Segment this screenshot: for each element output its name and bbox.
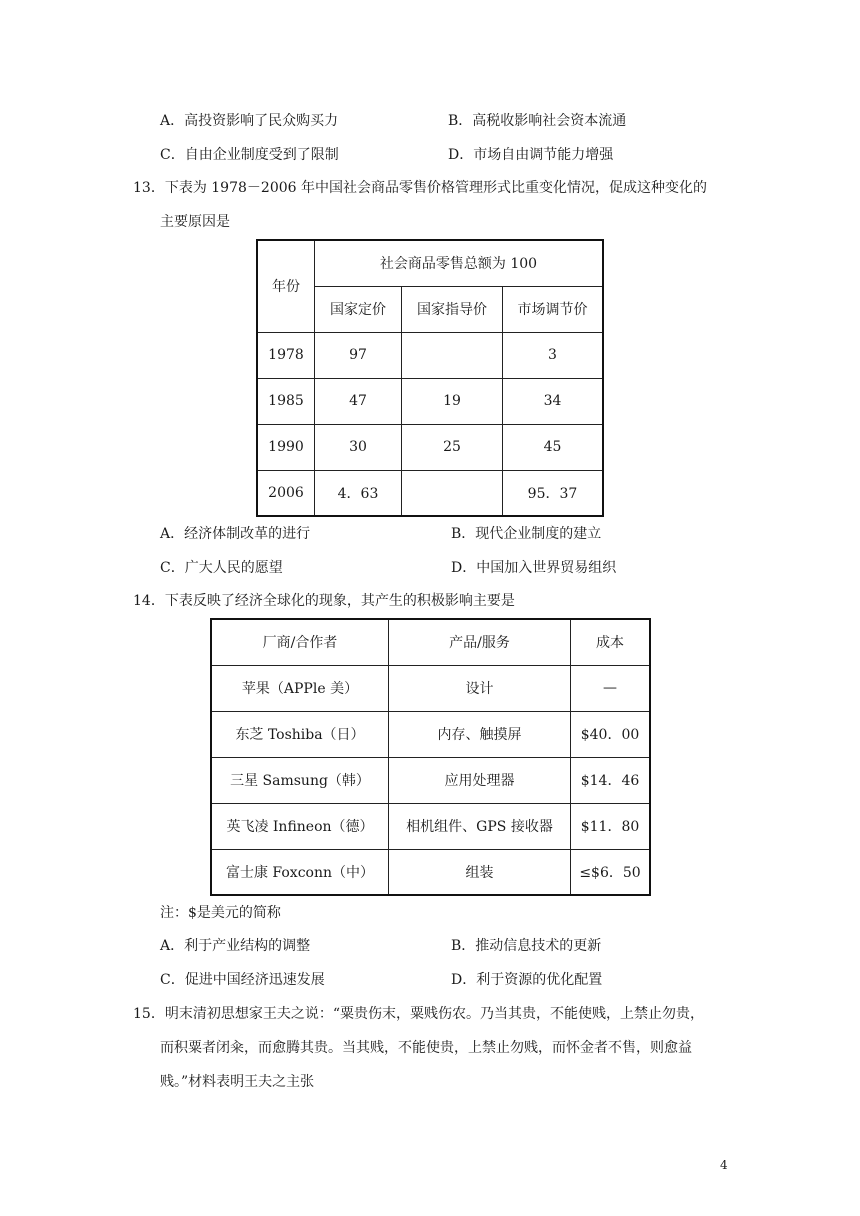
cell-product: 设计	[389, 665, 571, 711]
q12-option-c: C．自由企业制度受到了限制	[160, 147, 339, 163]
cell-state: 97	[315, 332, 402, 378]
cell-product: 组装	[389, 849, 571, 895]
q14-number: 14．	[133, 593, 165, 609]
cell-year: 1985	[257, 378, 315, 424]
cell-year: 1978	[257, 332, 315, 378]
q13-group-header: 社会商品零售总额为 100	[315, 240, 604, 286]
cell-market: 34	[503, 378, 604, 424]
cell-maker: 东芝 Toshiba（日）	[211, 711, 389, 757]
cell-product: 应用处理器	[389, 757, 571, 803]
cell-maker: 英飞凌 Infineon（德）	[211, 803, 389, 849]
q15-number: 15．	[133, 1006, 165, 1022]
q14-stem: 14．下表反映了经济全球化的现象，其产生的积极影响主要是	[133, 593, 515, 609]
q13-col-guided: 国家指导价	[402, 286, 503, 332]
cell-cost: —	[571, 665, 651, 711]
table-row	[211, 711, 650, 757]
q13-option-b: B．现代企业制度的建立	[451, 526, 602, 542]
cell-cost: $11．80	[571, 803, 651, 849]
cell-guided: 19	[402, 378, 503, 424]
cell-state: 47	[315, 378, 402, 424]
q13-option-d: D．中国加入世界贸易组织	[451, 560, 617, 576]
q13-stem-line2: 主要原因是	[160, 214, 230, 230]
cell-maker: 苹果（APPle 美）	[211, 665, 389, 711]
q12-option-a: A．高投资影响了民众购买力	[160, 113, 339, 129]
table-row	[257, 332, 603, 378]
q13-option-c: C．广大人民的愿望	[160, 560, 283, 576]
table-row	[211, 849, 650, 895]
q13-number: 13．	[133, 180, 165, 196]
cell-guided: 25	[402, 424, 503, 470]
cell-product: 相机组件、GPS 接收器	[389, 803, 571, 849]
q14-col-cost: 成本	[571, 619, 651, 665]
q14-option-d: D．利于资源的优化配置	[451, 972, 603, 988]
q12-option-b: B．高税收影响社会资本流通	[448, 113, 627, 129]
q15-line3: 贱。”材料表明王夫之主张	[160, 1074, 315, 1090]
q13-col-state: 国家定价	[315, 286, 402, 332]
cell-year: 2006	[257, 470, 315, 516]
q13-year-header: 年份	[257, 240, 315, 332]
q14-col-product: 产品/服务	[389, 619, 571, 665]
table-row	[257, 378, 603, 424]
q14-table	[210, 618, 651, 896]
q14-option-b: B．推动信息技术的更新	[451, 938, 602, 954]
q14-option-c: C．促进中国经济迅速发展	[160, 972, 325, 988]
q12-option-d: D．市场自由调节能力增强	[448, 147, 614, 163]
table-row	[211, 757, 650, 803]
table-row	[257, 470, 603, 516]
cell-year: 1990	[257, 424, 315, 470]
q14-note: 注：$是美元的简称	[160, 905, 281, 921]
q15-line2: 而积粟者闭籴，而愈腾其贵。当其贱，不能使贵，上禁止勿贱，而怀金者不售，则愈益	[160, 1040, 692, 1056]
cell-guided	[402, 470, 503, 516]
page-number: 4	[720, 1158, 728, 1172]
q13-option-a: A．经济体制改革的进行	[160, 526, 311, 542]
cell-state: 30	[315, 424, 402, 470]
cell-state: 4．63	[315, 470, 402, 516]
table-row	[211, 665, 650, 711]
cell-product: 内存、触摸屏	[389, 711, 571, 757]
table-row	[257, 424, 603, 470]
cell-maker: 三星 Samsung（韩）	[211, 757, 389, 803]
cell-maker: 富士康 Foxconn（中）	[211, 849, 389, 895]
cell-cost: $14．46	[571, 757, 651, 803]
table-row	[211, 803, 650, 849]
cell-market: 3	[503, 332, 604, 378]
cell-cost: $40．00	[571, 711, 651, 757]
cell-guided	[402, 332, 503, 378]
q13-table	[256, 239, 604, 517]
q13-stem-line1: 13．下表为 1978－2006 年中国社会商品零售价格管理形式比重变化情况，促成这种变化的	[133, 180, 707, 196]
cell-market: 95．37	[503, 470, 604, 516]
cell-market: 45	[503, 424, 604, 470]
q15-line1: 15．明末清初思想家王夫之说：“粟贵伤末，粟贱伤农。乃当其贵，不能使贱，上禁止勿贵，	[133, 1006, 704, 1022]
q14-col-maker: 厂商/合作者	[211, 619, 389, 665]
q14-option-a: A．利于产业结构的调整	[160, 938, 311, 954]
cell-cost: ≤$6．50	[571, 849, 651, 895]
q13-col-market: 市场调节价	[503, 286, 604, 332]
